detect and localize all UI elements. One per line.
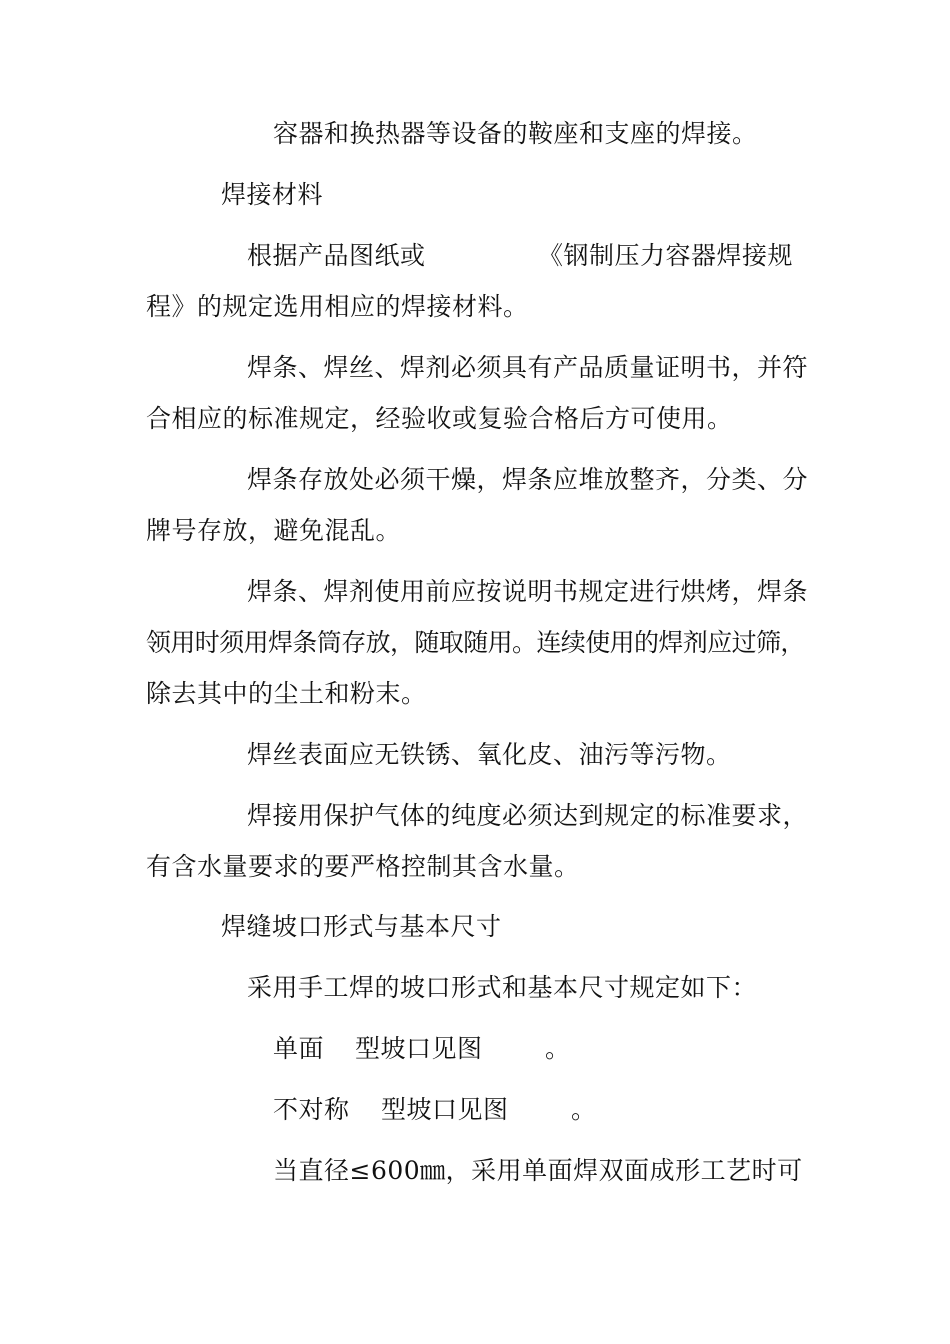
- paragraph-line: 焊条存放处必须干燥，焊条应堆放整齐，分类、分: [247, 465, 809, 494]
- paragraph-line: 采用手工焊的坡口形式和基本尺寸规定如下：: [247, 973, 758, 1002]
- list-item-text: 单面: [273, 1034, 325, 1063]
- paragraph-line: 当直径≤600㎜，采用单面焊双面成形工艺时可: [273, 1156, 803, 1185]
- paragraph-line: 焊接用保护气体的纯度必须达到规定的标准要求，: [247, 801, 809, 830]
- paragraph-line: 根据产品图纸或: [247, 241, 426, 270]
- section-heading-groove-form: 焊缝坡口形式与基本尺寸: [221, 912, 502, 941]
- paragraph-line: 除去其中的尘土和粉末。: [146, 679, 427, 708]
- paragraph-line: 牌号存放，避免混乱。: [146, 516, 402, 545]
- paragraph-line: 程》的规定选用相应的焊接材料。: [146, 292, 529, 321]
- paragraph-line: 领用时须用焊条筒存放，随取随用。连续使用的焊剂应过筛，: [146, 628, 805, 657]
- list-item-text: 型坡口见图: [381, 1095, 509, 1124]
- paragraph-line: 合相应的标准规定，经验收或复验合格后方可使用。: [146, 404, 733, 433]
- paragraph-line: 《钢制压力容器焊接规: [538, 241, 794, 270]
- paragraph-line: 容器和换热器等设备的鞍座和支座的焊接。: [273, 119, 758, 148]
- paragraph-line: 焊丝表面应无铁锈、氧化皮、油污等污物。: [247, 740, 732, 769]
- list-item-text: 不对称: [273, 1095, 350, 1124]
- paragraph-line: 有含水量要求的要严格控制其含水量。: [146, 852, 580, 881]
- list-item-text: 。: [571, 1095, 597, 1124]
- paragraph-line: 焊条、焊剂使用前应按说明书规定进行烘烤，焊条: [247, 577, 809, 606]
- list-item-text: 型坡口见图: [355, 1034, 483, 1063]
- section-heading-welding-materials: 焊接材料: [221, 180, 324, 209]
- list-item-text: 。: [545, 1034, 571, 1063]
- paragraph-line: 焊条、焊丝、焊剂必须具有产品质量证明书，并符: [247, 353, 809, 382]
